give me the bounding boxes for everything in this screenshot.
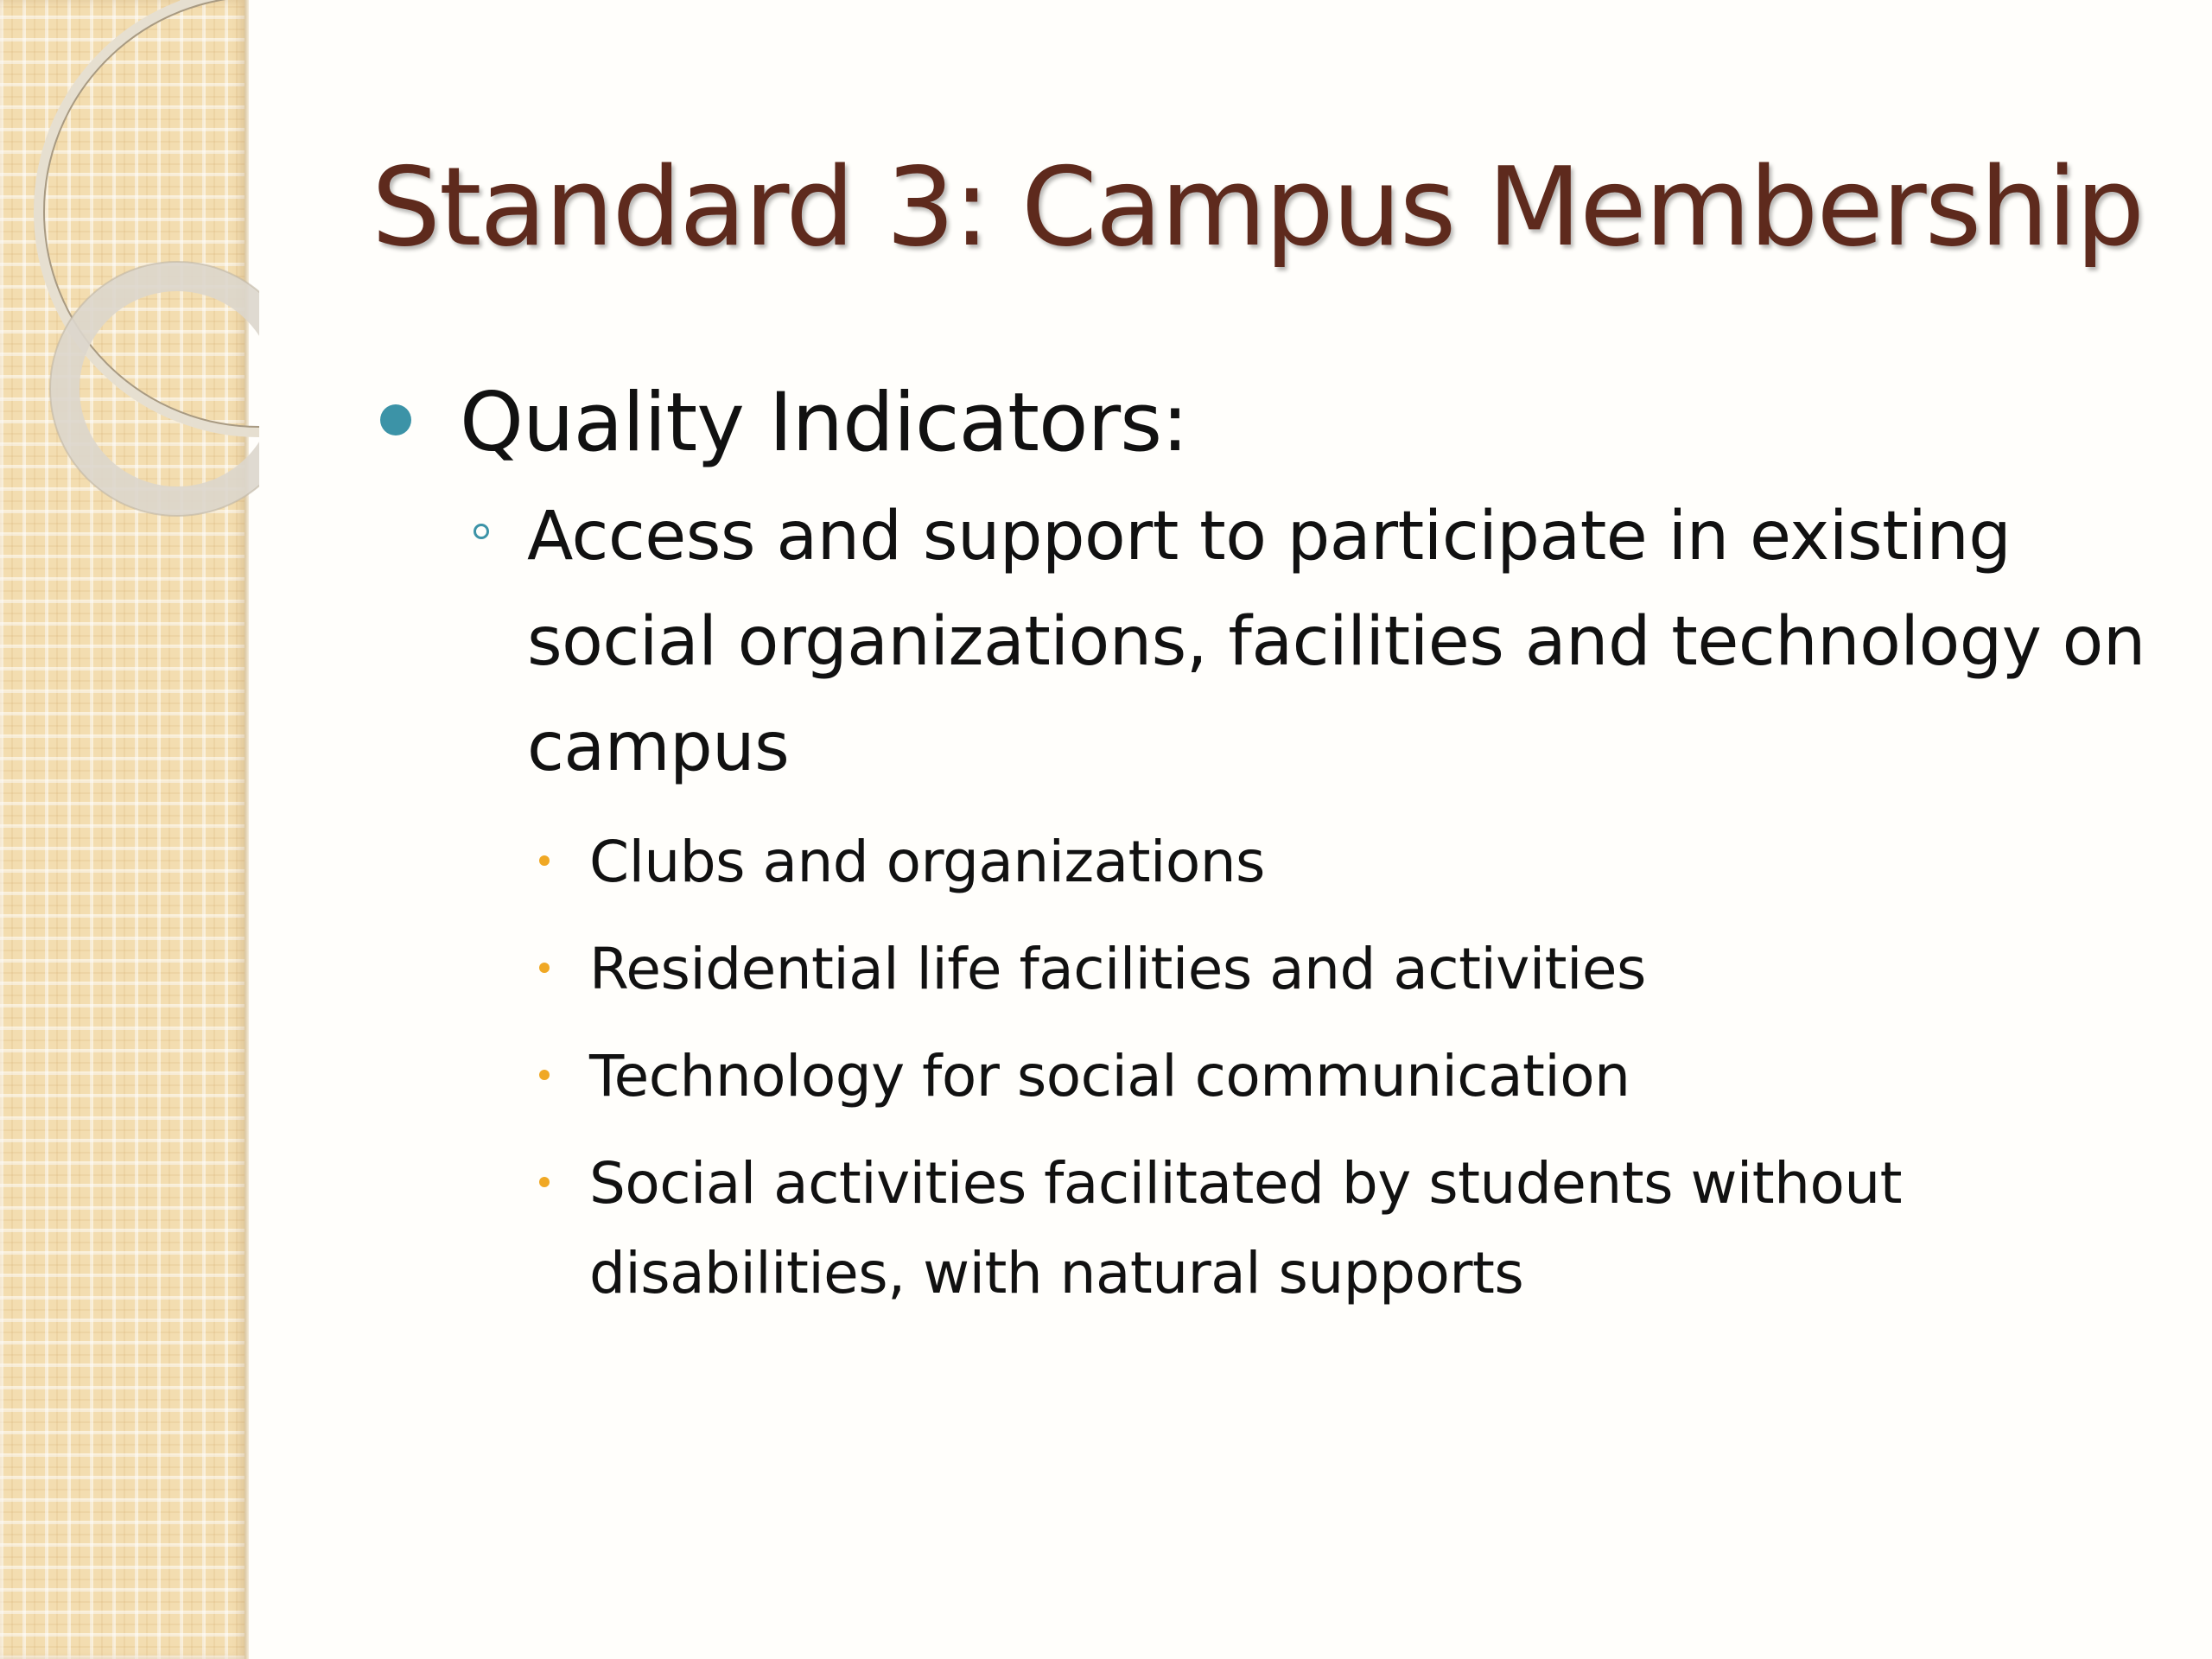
list-item [589, 817, 2126, 907]
list-item [589, 925, 2126, 1014]
list-item-text: Clubs and organizations [589, 829, 1265, 895]
bullet-text: Quality Indicators: [460, 376, 1188, 470]
small-bullet-icon [539, 1177, 550, 1187]
small-bullet-icon [539, 855, 550, 866]
small-bullet-icon [539, 963, 550, 973]
list-item-text: Technology for social communication [589, 1043, 1630, 1109]
list-item [589, 1139, 2126, 1319]
slide-title: Standard 3: Campus Membership [372, 143, 2144, 270]
list-item-text: Residential life facilities and activities [589, 936, 1646, 1002]
indicator-list [589, 817, 2126, 1319]
list-item [589, 1032, 2126, 1122]
sub-bullet-access-support [527, 484, 2145, 800]
bullet-quality-indicators [380, 363, 2126, 484]
list-item-text: Social activities facilitated by students without disabilities, with natural supports [589, 1150, 1903, 1306]
hollow-bullet-icon [474, 524, 489, 539]
decorative-rings [0, 0, 259, 553]
slide-content [380, 363, 2145, 1336]
bullet-dot-icon [380, 404, 411, 435]
small-bullet-icon [539, 1070, 550, 1080]
sub-bullet-text: Access and support to participate in existing social organizations, facilities and technology on campus [527, 498, 2145, 786]
